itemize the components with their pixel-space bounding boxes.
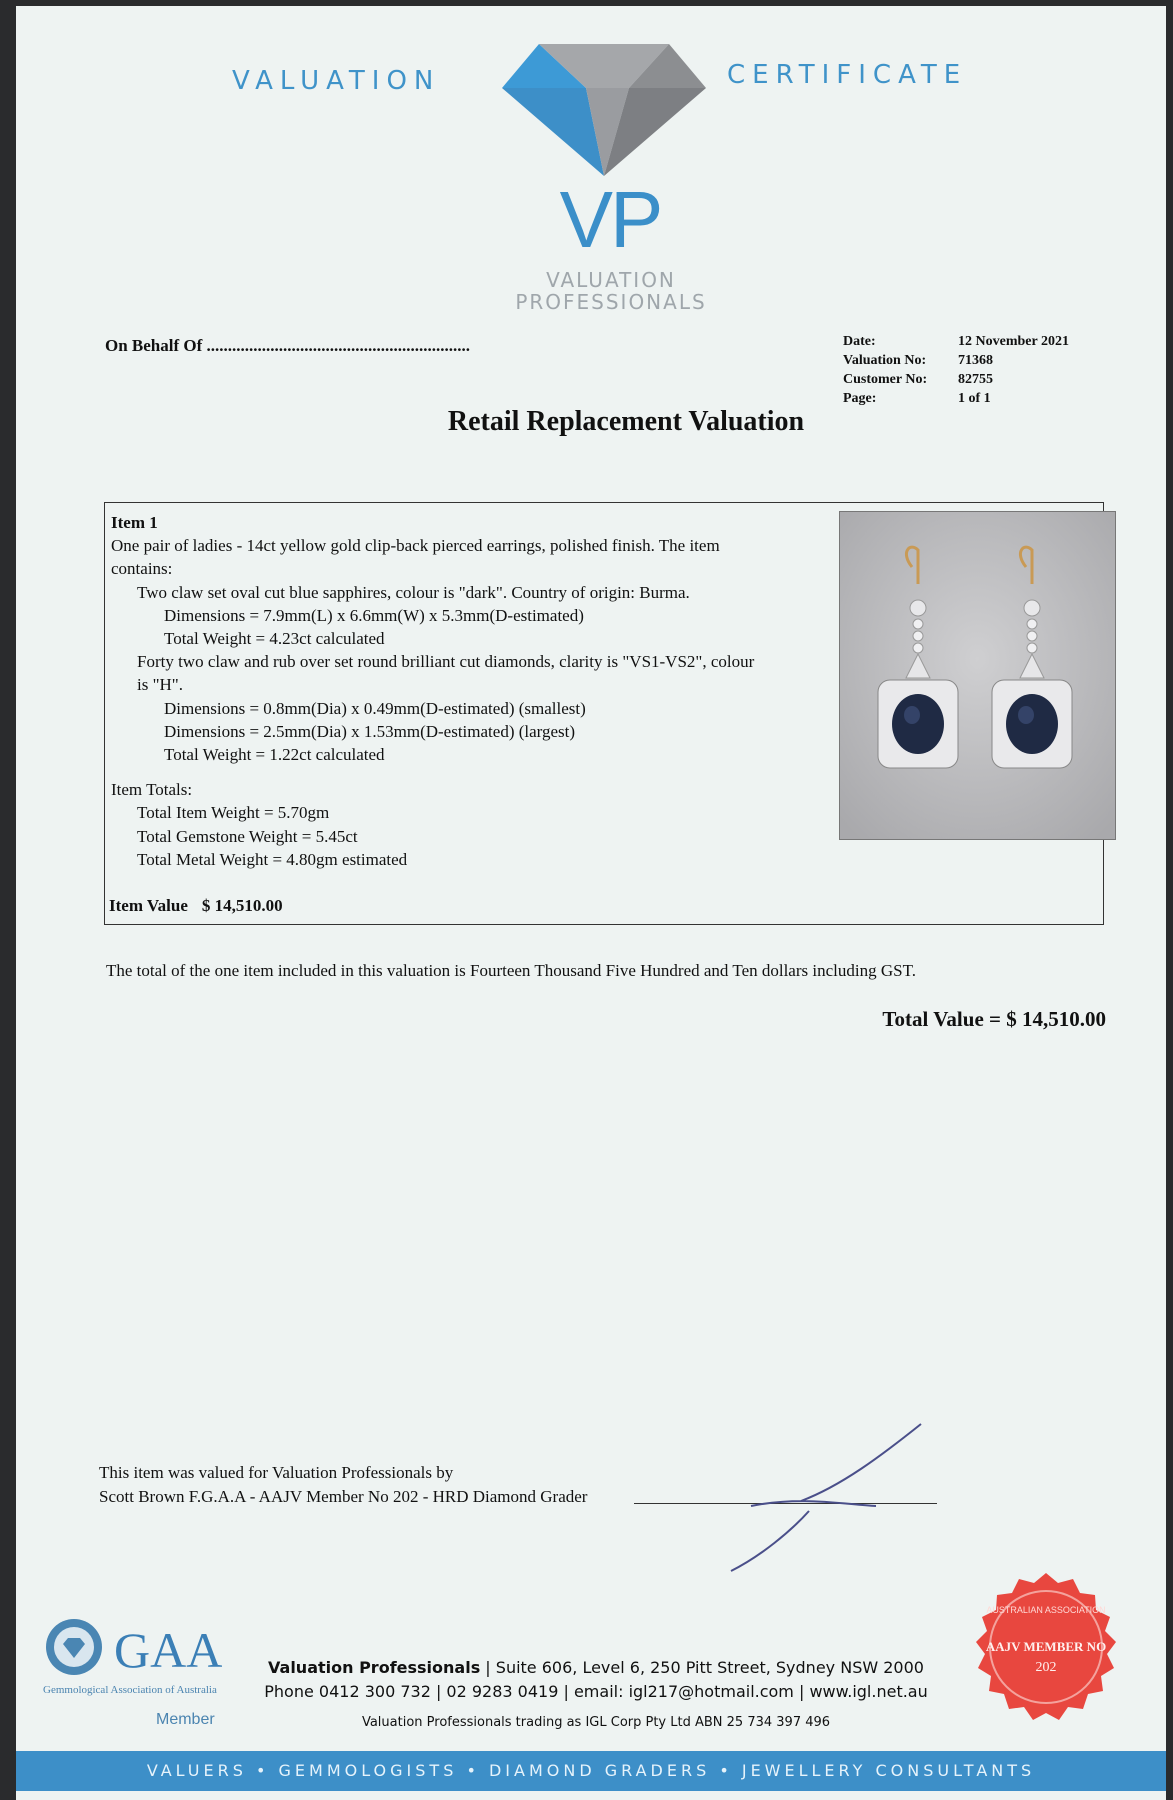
meta-valuation-no: Valuation No: 71368 [843,353,993,368]
header-right-word: CERTIFICATE [727,60,968,90]
earrings-illustration [840,512,1115,839]
gaa-full-name: Gemmological Association of Australia [43,1684,217,1696]
valuer-line1: This item was valued for Valuation Professionals by [99,1463,454,1482]
certificate-page [16,6,1166,1800]
footer-services: VALUERS • GEMMOLOGISTS • DIAMOND GRADERS • JEWELLERY CONSULTANTS [146,1761,1036,1780]
sapphire-desc: Two claw set oval cut blue sapphires, colour is "dark". Country of origin: Burma. [137,582,690,602]
logo-line1: VALUATION [546,268,676,292]
logo-initials: VP [559,175,661,264]
sapphire-weight: Total Weight = 4.23ct calculated [164,629,385,649]
meta-date: Date: 12 November 2021 [843,334,1069,349]
item-desc-line2: contains: [111,559,173,579]
diamond-dimensions-large: Dimensions = 2.5mm(Dia) x 1.53mm(D-estimated) (largest) [164,721,576,741]
total-value: Total Value = $ 14,510.00 [882,1007,1106,1031]
company-contact: Phone 0412 300 732 | 02 9283 0419 | email: igl217@hotmail.com | www.igl.net.au [264,1682,928,1701]
total-sentence: The total of the one item included in this valuation is Fourteen Thousand Five Hundred and Ten dollars including GST. [106,961,916,980]
signature [691,1416,931,1576]
company-street: | Suite 606, Level 6, 250 Pitt Street, Sydney NSW 2000 [480,1658,924,1677]
sapphire-dimensions: Dimensions = 7.9mm(L) x 6.6mm(W) x 5.3mm(D-estimated) [164,605,584,625]
meta-block [843,332,1069,408]
total-metal-weight: Total Metal Weight = 4.80gm estimated [137,849,408,869]
company-address [216,1656,976,1704]
diamond-weight: Total Weight = 1.22ct calculated [164,745,385,765]
diamond-logo-icon [494,36,714,184]
seal-member-text: AAJV MEMBER NO [985,1639,1107,1654]
item-heading: Item 1 [111,513,158,532]
item-totals-heading: Item Totals: [111,780,193,800]
earrings-photo [839,511,1116,840]
gaa-logo-text: GAA [114,1622,223,1678]
valuer-block [99,1461,587,1509]
on-behalf-of: On Behalf Of .............................................................. [105,336,471,355]
seal-member-number: 202 [1035,1660,1057,1675]
meta-customer-no: Customer No: 82755 [843,372,993,387]
seal-top-text: AUSTRALIAN ASSOCIATION [986,1605,1106,1615]
total-item-weight: Total Item Weight = 5.70gm [137,803,330,823]
item-desc-line1: One pair of ladies - 14ct yellow gold clip-back pierced earrings, polished finish. The item [111,536,720,556]
meta-page: Page: 1 of 1 [843,391,991,406]
item-box [104,502,1104,925]
valuer-line2: Scott Brown F.G.A.A - AAJV Member No 202 - HRD Diamond Grader [99,1487,588,1506]
footer-bar [16,1751,1166,1791]
aajv-seal [966,1571,1126,1731]
gaa-emblem-icon [43,1616,105,1678]
diamond-desc-line2: is "H". [137,675,183,695]
logo-line2: PROFESSIONALS [515,290,707,314]
header-left-word: VALUATION [232,66,441,96]
item-description [111,511,824,871]
gaa-member: Member [156,1711,215,1728]
total-gem-weight: Total Gemstone Weight = 5.45ct [137,826,358,846]
company-trading: Valuation Professionals trading as IGL Corp Pty Ltd ABN 25 734 397 496 [361,1715,831,1730]
item-value: Item Value $ 14,510.00 [109,896,283,915]
document-title: Retail Replacement Valuation [447,406,805,437]
company-name: Valuation Professionals [268,1658,481,1677]
diamond-desc-line1: Forty two claw and rub over set round brilliant cut diamonds, clarity is "VS1-VS2", colour [137,652,755,672]
diamond-dimensions-small: Dimensions = 0.8mm(Dia) x 0.49mm(D-estimated) (smallest) [164,698,586,718]
